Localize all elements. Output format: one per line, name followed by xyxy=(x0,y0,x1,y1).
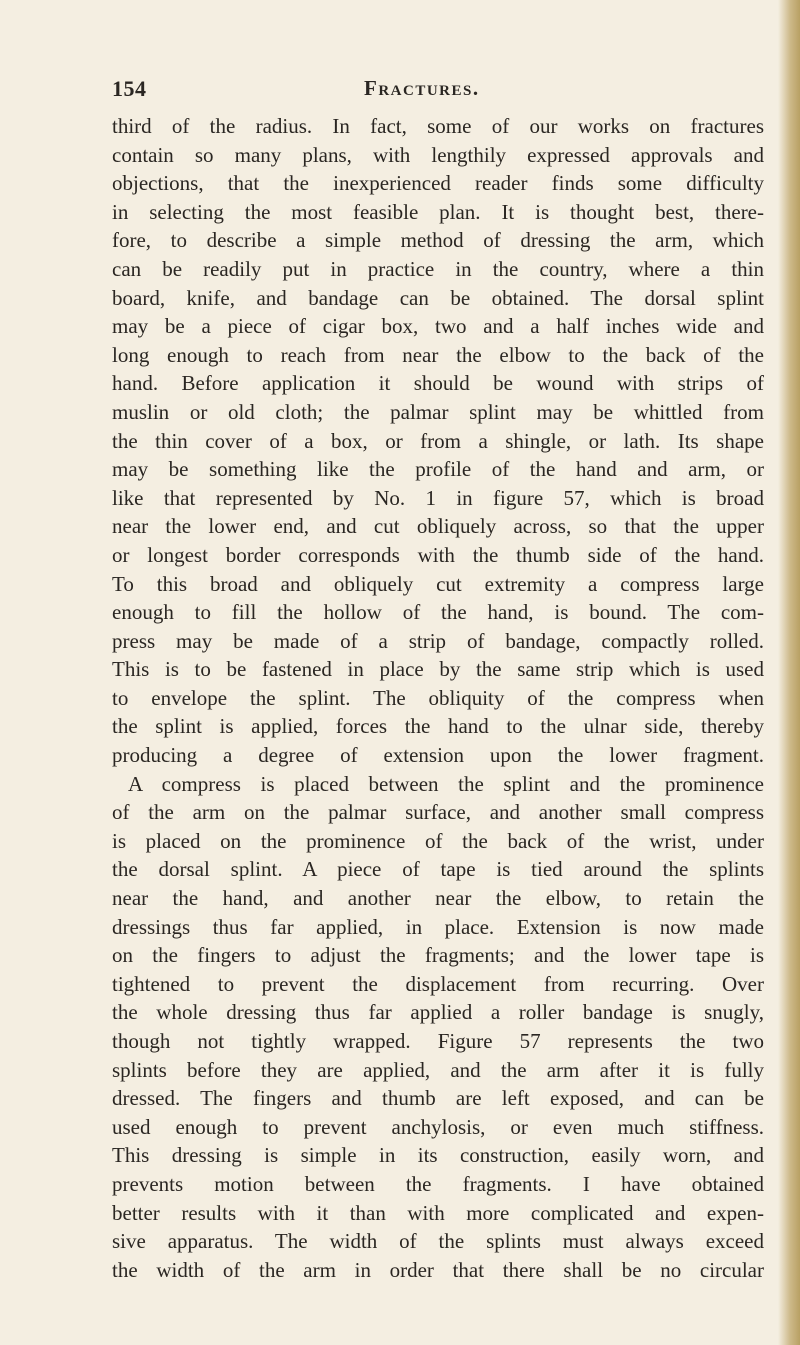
text-line: To this broad and obliquely cut extremity a compress large xyxy=(112,571,764,596)
text-line: press may be made of a strip of bandage, compactly rolled. xyxy=(112,628,764,653)
running-head: Fractures. xyxy=(364,76,480,100)
text-line: dressed. The fingers and thumb are left exposed, and can be xyxy=(112,1086,764,1111)
text-line: used enough to prevent anchylosis, or even much stiffness. xyxy=(112,1114,764,1139)
text-line: This is to be fastened in place by the same strip which is used xyxy=(112,657,764,682)
text-line: better results with it than with more complicated and expen- xyxy=(112,1200,764,1225)
text-line: or longest border corresponds with the thumb side of the hand. xyxy=(112,542,764,567)
text-line: splints before they are applied, and the arm after it is fully xyxy=(112,1057,764,1082)
text-line: to envelope the splint. The obliquity of the compress when xyxy=(112,685,764,710)
text-line: dressings thus far applied, in place. Extension is now made xyxy=(112,914,764,939)
text-line: may be a piece of cigar box, two and a half inches wide and xyxy=(112,314,764,339)
text-line: of the arm on the palmar surface, and another small compress xyxy=(112,800,764,825)
text-line: the whole dressing thus far applied a roller bandage is snugly, xyxy=(112,1000,764,1025)
text-line: in selecting the most feasible plan. It is thought best, there- xyxy=(112,199,764,224)
text-line: third of the radius. In fact, some of our works on fractures xyxy=(112,114,764,138)
text-line: prevents motion between the fragments. I have obtained xyxy=(112,1171,764,1196)
text-line: near the hand, and another near the elbow, to retain the xyxy=(112,886,764,911)
text-line: on the fingers to adjust the fragments; and the lower tape is xyxy=(112,943,764,968)
text-line: tightened to prevent the displacement from recurring. Over xyxy=(112,971,764,996)
page-number: 154 xyxy=(112,76,147,101)
text-line: This dressing is simple in its construction, easily worn, and xyxy=(112,1143,764,1168)
text-line: sive apparatus. The width of the splints must always exceed xyxy=(112,1229,764,1254)
text-line: the splint is applied, forces the hand to the ulnar side, thereby xyxy=(112,714,764,739)
text-line: objections, that the inexperienced reader finds some difficulty xyxy=(112,171,764,196)
text-line: muslin or old cloth; the palmar splint may be whittled from xyxy=(112,399,764,424)
page-header xyxy=(112,76,752,116)
text-line: like that represented by No. 1 in figure 57, which is broad xyxy=(112,485,764,510)
page-edge xyxy=(778,0,800,1345)
text-line: A compress is placed between the splint and the prominence xyxy=(128,771,764,796)
text-line: board, knife, and bandage can be obtained. The dorsal splint xyxy=(112,285,764,310)
text-line: fore, to describe a simple method of dressing the arm, which xyxy=(112,228,764,253)
text-line: though not tightly wrapped. Figure 57 represents the two xyxy=(112,1029,764,1053)
text-line: long enough to reach from near the elbow to the back of the xyxy=(112,342,764,367)
text-line: the width of the arm in order that there shall be no circular xyxy=(112,1257,764,1282)
text-line: producing a degree of extension upon the lower fragment. xyxy=(112,743,764,768)
text-line: near the lower end, and cut obliquely across, so that the upper xyxy=(112,514,764,539)
body-text xyxy=(112,112,764,1284)
text-line: the thin cover of a box, or from a shingle, or lath. Its shape xyxy=(112,428,764,453)
text-line: enough to fill the hollow of the hand, is bound. The com- xyxy=(112,600,764,625)
text-line: may be something like the profile of the hand and arm, or xyxy=(112,457,764,482)
text-line: can be readily put in practice in the country, where a thin xyxy=(112,256,764,281)
text-line: contain so many plans, with lengthily expressed approvals and xyxy=(112,142,764,167)
text-line: is placed on the prominence of the back of the wrist, under xyxy=(112,828,764,853)
text-line: the dorsal splint. A piece of tape is tied around the splints xyxy=(112,857,764,882)
text-line: hand. Before application it should be wound with strips of xyxy=(112,371,764,396)
